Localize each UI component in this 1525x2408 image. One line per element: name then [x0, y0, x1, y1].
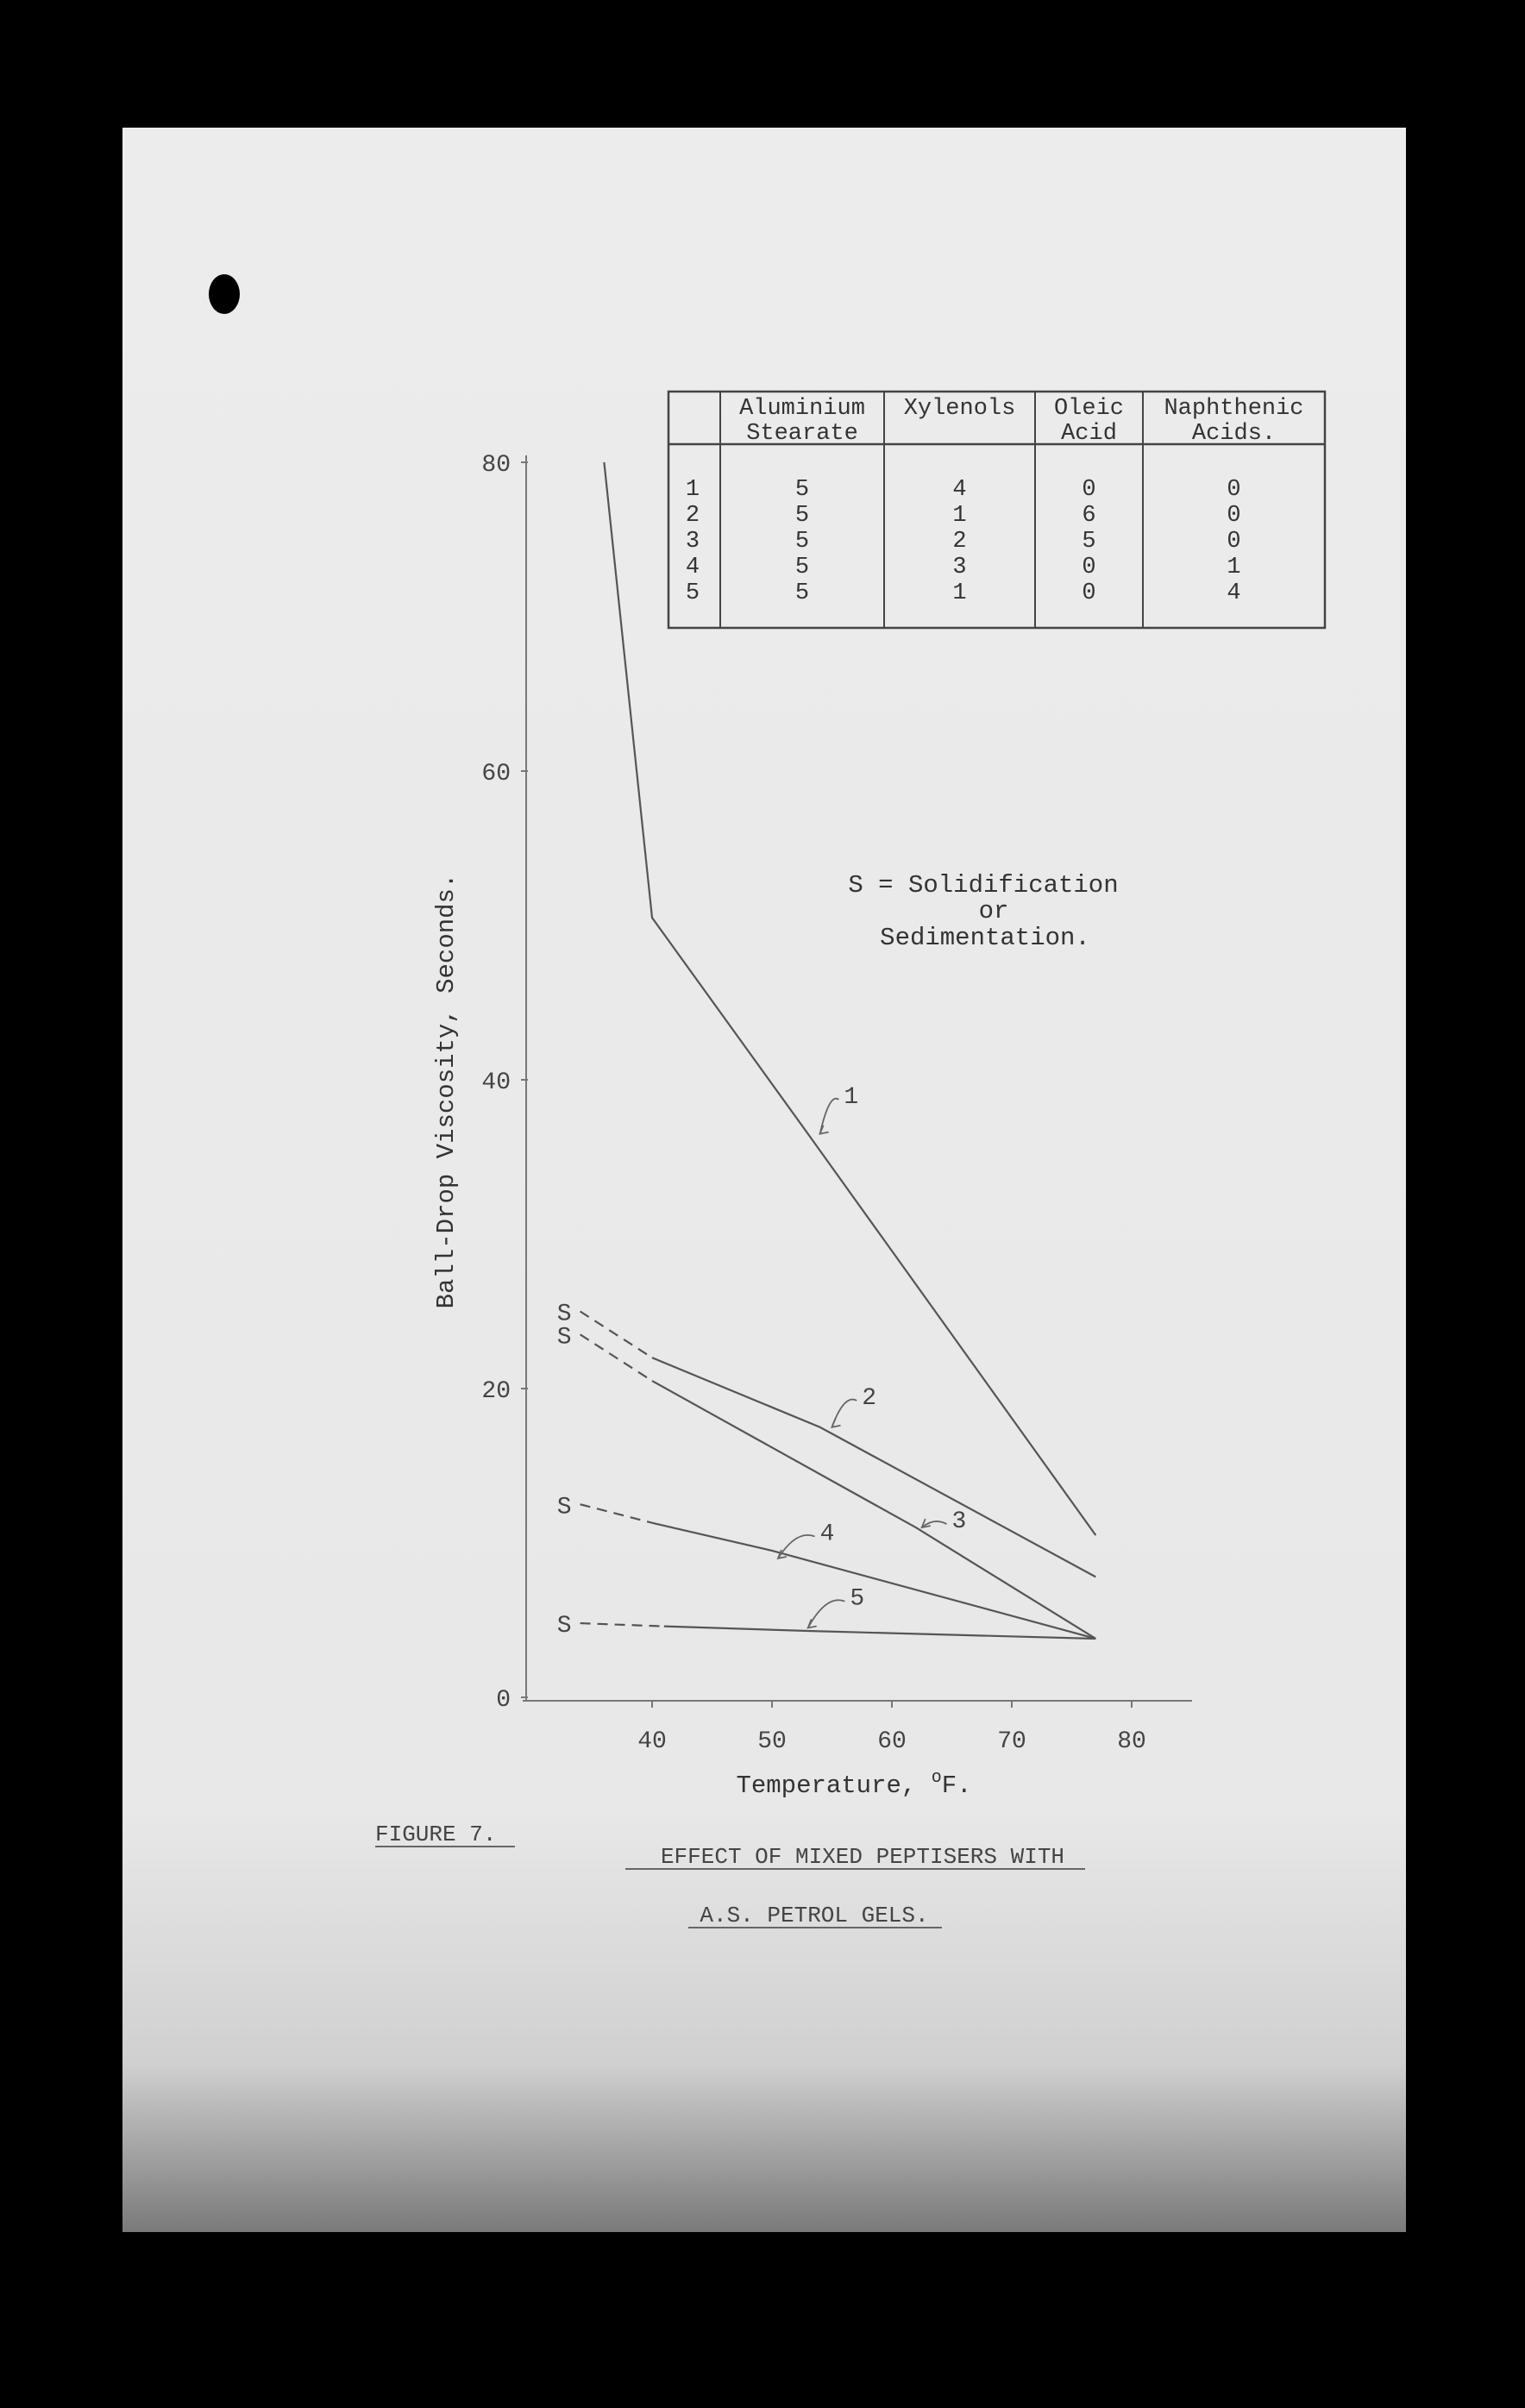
- series-2-s-marker: S: [556, 1301, 572, 1328]
- series-4-label: 4: [819, 1521, 835, 1548]
- x-axis-label-text: Temperature,: [736, 1772, 932, 1800]
- y-tick-label: 80: [481, 452, 511, 479]
- x-axis-label-degree: o: [931, 1768, 942, 1788]
- table-cell: 6: [1082, 503, 1096, 529]
- legend-note-line-3: Sedimentation.: [880, 924, 1090, 952]
- series-4-label-arrow: [778, 1535, 815, 1558]
- table-cell: 4: [952, 477, 967, 503]
- table-cell: 5: [794, 503, 810, 529]
- x-tick-label: 70: [997, 1728, 1026, 1755]
- series-5-line: [664, 1627, 1095, 1639]
- table-row-number: 3: [685, 529, 700, 555]
- table-row-number: 4: [685, 555, 700, 580]
- chart-subtitle: A.S. PETROL GELS.: [700, 1903, 929, 1928]
- series-2-arrowhead: [832, 1419, 841, 1427]
- table-cell: 0: [1227, 503, 1241, 529]
- table-cell: 0: [1227, 477, 1241, 503]
- series-2-dashed-line: [581, 1312, 652, 1358]
- series-5-dashed-line: [581, 1623, 664, 1627]
- table-cell: 5: [794, 477, 810, 503]
- table-row-number: 1: [685, 477, 700, 503]
- chart-title: EFFECT OF MIXED PEPTISERS WITH: [660, 1844, 1065, 1870]
- series-2-label-arrow: [832, 1400, 857, 1427]
- table-cell: 5: [1082, 529, 1096, 555]
- series-2-label: 2: [862, 1384, 877, 1412]
- series-5-label: 5: [850, 1585, 865, 1613]
- series-3-dashed-line: [581, 1334, 652, 1381]
- table-header-cell: Xylenols: [903, 396, 1016, 422]
- table-header-cell: Aluminium: [739, 396, 865, 422]
- series-1-label: 1: [844, 1083, 859, 1111]
- x-axis-label-unit: F.: [941, 1772, 972, 1800]
- table-cell: 4: [1227, 580, 1241, 606]
- series-3-line: [652, 1381, 1095, 1639]
- series-5-s-marker: S: [556, 1613, 572, 1640]
- y-tick-label: 0: [496, 1687, 511, 1714]
- figure-caption: [375, 1822, 1085, 1928]
- table-cell: 0: [1082, 580, 1096, 606]
- table-cell: 2: [952, 529, 967, 555]
- table-cell: 3: [952, 555, 967, 580]
- legend-note-line-1: S = Solidification: [848, 871, 1119, 900]
- y-tick-label: 60: [481, 761, 511, 787]
- table-cell: 5: [794, 580, 810, 606]
- composition-table: [668, 392, 1325, 628]
- table-row-number: 5: [685, 580, 700, 606]
- table-header-cell: Naphthenic: [1164, 396, 1304, 422]
- x-axis-label: [736, 1768, 971, 1800]
- y-tick-label: 40: [481, 1069, 511, 1096]
- series-5-label-arrow: [808, 1600, 845, 1627]
- table-header-cell: Acids.: [1191, 421, 1277, 447]
- table-cell: 5: [794, 529, 810, 555]
- series-3-label: 3: [951, 1508, 967, 1536]
- legend-note-line-2: or: [978, 897, 1009, 925]
- series-4-dashed-line: [581, 1504, 652, 1522]
- x-tick-label: 80: [1117, 1728, 1146, 1755]
- series-4-s-marker: S: [556, 1494, 572, 1521]
- y-axis-label: Ball-Drop Viscosity, Seconds.: [432, 873, 461, 1309]
- series-labels: [778, 1084, 966, 1628]
- table-header-cell: Oleic: [1053, 396, 1125, 422]
- x-tick-label: 40: [637, 1728, 667, 1755]
- table-header-cell: Stearate: [746, 421, 858, 447]
- table-cell: 0: [1082, 477, 1096, 503]
- y-tick-label: 20: [481, 1378, 511, 1405]
- series-3-s-marker: S: [556, 1324, 572, 1351]
- series-1-line: [604, 462, 1095, 1535]
- x-tick-label: 60: [877, 1728, 907, 1755]
- legend-note: [848, 871, 1118, 952]
- table-cell: 5: [794, 555, 810, 580]
- series-lines: [557, 462, 1096, 1640]
- axes: [481, 452, 1192, 1755]
- table-cell: 1: [1227, 555, 1241, 580]
- table-cell: 1: [952, 503, 967, 529]
- x-tick-label: 50: [757, 1728, 787, 1755]
- table-header-cell: Acid: [1061, 421, 1117, 447]
- table-cell: 0: [1082, 555, 1096, 580]
- figure-label: FIGURE 7.: [375, 1822, 497, 1847]
- table-cell: 1: [952, 580, 967, 606]
- table-row-number: 2: [685, 503, 700, 529]
- table-cell: 0: [1227, 529, 1241, 555]
